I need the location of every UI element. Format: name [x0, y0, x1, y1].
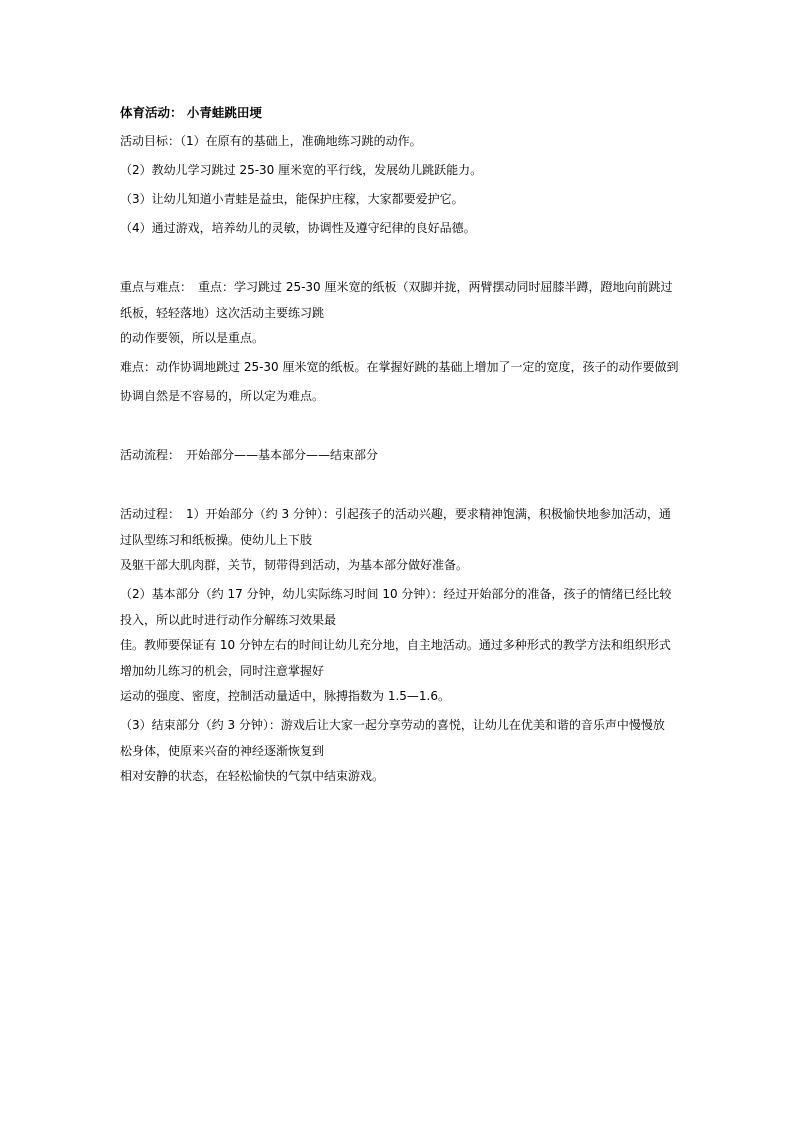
- goal-line: （2）教幼儿学习跳过 25-30 厘米宽的平行线，发展幼儿跳跃能力。: [120, 163, 483, 177]
- paragraph-gap: [120, 243, 680, 273]
- process-line: 松身体，使原来兴奋的神经逐渐恢复到: [120, 744, 325, 758]
- process-line: 运动的强度、密度，控制活动量适中，脉搏指数为 1.5—1.6。: [120, 689, 450, 703]
- key-point-line: 纸板，轻轻落地）这次活动主要练习跳: [120, 306, 325, 320]
- paragraph-gap: [120, 411, 680, 441]
- flow-line: 活动流程： 开始部分——基本部分——结束部分: [120, 448, 379, 462]
- document-body: [120, 98, 680, 791]
- process-line: 增加幼儿练习的机会，同时注意掌握好: [120, 664, 325, 678]
- process-line: （2）基本部分（约 17 分钟，幼儿实际练习时间 10 分钟）：经过开始部分的准备，孩子的情绪已经比较: [120, 587, 672, 601]
- goal-line: （4）通过游戏，培养幼儿的灵敏，协调性及遵守纪律的良好品德。: [120, 221, 476, 235]
- process-line: 相对安静的状态，在轻松愉快的气氛中结束游戏。: [120, 769, 385, 783]
- key-point-line: 难点：动作协调地跳过 25-30 厘米宽的纸板。在掌握好跳的基础上增加了一定的宽度，孩子的动作要做到: [120, 360, 679, 374]
- process-line: 过队型练习和纸板操。使幼儿上下肢: [120, 533, 313, 547]
- goal-line: （3）让幼儿知道小青蛙是益虫，能保护庄稼，大家都要爱护它。: [120, 192, 464, 206]
- paragraph-gap: [120, 470, 680, 500]
- process-line: 投入，所以此时进行动作分解练习效果最: [120, 613, 337, 627]
- key-point-line: 重点与难点： 重点：学习跳过 25-30 厘米宽的纸板（双脚并拢，两臂摆动同时屈膝半蹲，蹬地向前跳过: [120, 280, 673, 294]
- process-line: 及躯干部大肌肉群，关节，韧带得到活动，为基本部分做好准备。: [120, 558, 469, 572]
- process-line: 佳。教师要保证有 10 分钟左右的时间让幼儿充分地，自主地活动。通过多种形式的教学方法和组织形式: [120, 638, 671, 652]
- key-point-line: 协调自然是不容易的，所以定为难点。: [120, 389, 325, 403]
- process-line: 活动过程： 1）开始部分（约 3 分钟）：引起孩子的活动兴趣，要求精神饱满，积极愉快地参加活动，通: [120, 507, 671, 521]
- goal-line: 活动目标：（1）在原有的基础上，准确地练习跳的动作。: [120, 134, 422, 148]
- key-point-line: 的动作要领，所以是重点。: [120, 331, 265, 345]
- process-line: （3）结束部分（约 3 分钟）：游戏后让大家一起分享劳动的喜悦，让幼儿在优美和谐的音乐声中慢慢放: [120, 718, 665, 732]
- document-title: 体育活动： 小青蛙跳田埂: [120, 105, 262, 120]
